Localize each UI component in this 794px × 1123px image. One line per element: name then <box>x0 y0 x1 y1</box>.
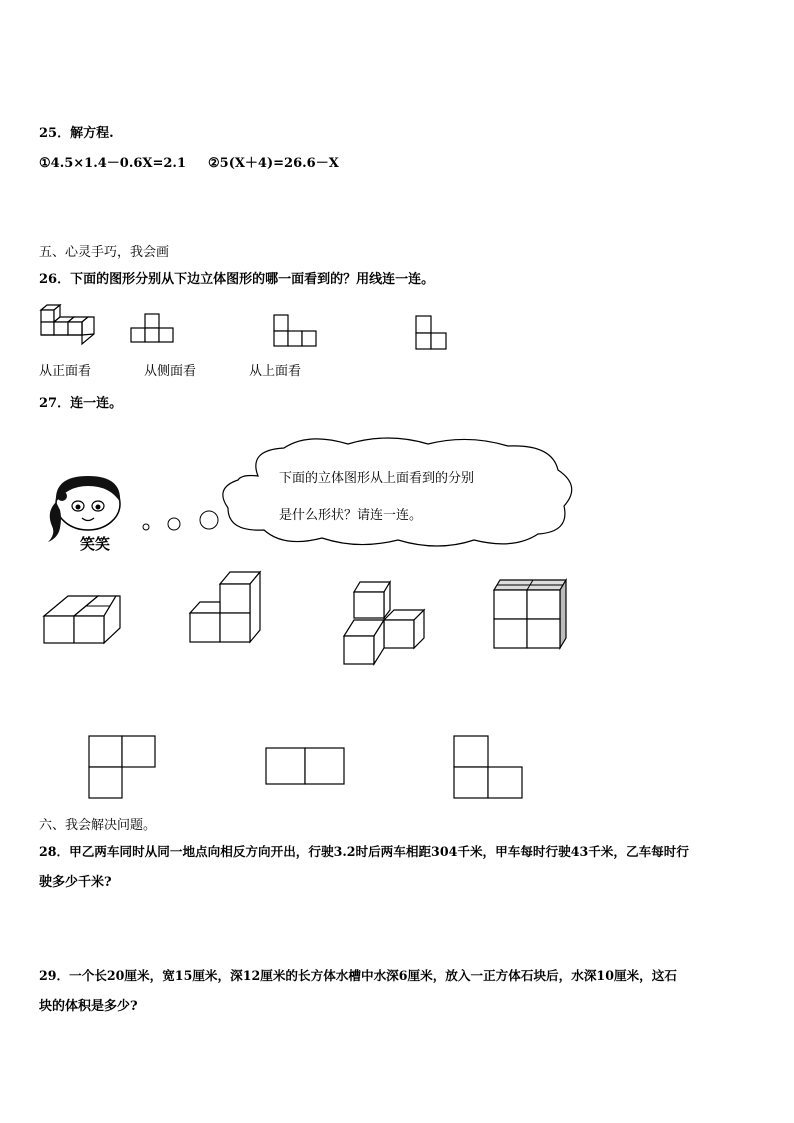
q27-solid-1 <box>42 588 124 646</box>
thought-bubble-dots <box>140 508 220 534</box>
q26-title: 26．下面的图形分别从下边立体图形的哪一面看到的？用线连一连。 <box>39 272 435 287</box>
q26-view-2 <box>272 314 320 348</box>
section6-title: 六、我会解决问题。 <box>39 818 157 833</box>
bubble-text-line-2: 是什么形状？请连一连。 <box>279 508 423 523</box>
q27-view-shape-1 <box>86 734 158 800</box>
q26-label-front: 从正面看 <box>39 364 92 379</box>
q26-label-top: 从上面看 <box>249 364 302 379</box>
q26-solid-figure <box>38 304 100 346</box>
q29-text-line-1: 29．一个长20厘米，宽15厘米，深12厘米的长方体水槽中水深6厘米，放入一正方体石块后，水深10厘米，这石 <box>39 968 677 983</box>
q29-text-line-2: 块的体积是多少? <box>39 999 138 1014</box>
thought-cloud-bubble <box>218 436 582 550</box>
q26-view-3 <box>414 314 448 352</box>
q28-text-line-2: 驶多少千米? <box>39 875 112 890</box>
q27-solid-4 <box>490 578 570 652</box>
q27-view-shape-2 <box>264 746 348 786</box>
q27-solid-2 <box>188 570 266 644</box>
section5-title: 五、心灵手巧，我会画 <box>39 245 170 260</box>
q25-equation-1: ①4.5×1.4－0.6X=2.1 <box>39 156 186 171</box>
bubble-text-line-1: 下面的立体图形从上面看到的分别 <box>279 471 475 486</box>
q26-view-1 <box>130 312 176 346</box>
q27-solid-3 <box>338 580 428 666</box>
q27-title: 27．连一连。 <box>39 396 123 411</box>
q28-text-line-1: 28．甲乙两车同时从同一地点向相反方向开出，行驶3.2时后两车相距304千米，甲车每时行驶43千米，乙车每时行 <box>39 844 689 859</box>
character-name-label: 笑笑 <box>80 535 111 553</box>
q25-equation-2: ②5(X＋4)=26.6－X <box>208 156 339 171</box>
q26-label-side: 从侧面看 <box>144 364 197 379</box>
q27-view-shape-3 <box>452 734 526 800</box>
q25-title: 25．解方程. <box>39 126 114 141</box>
